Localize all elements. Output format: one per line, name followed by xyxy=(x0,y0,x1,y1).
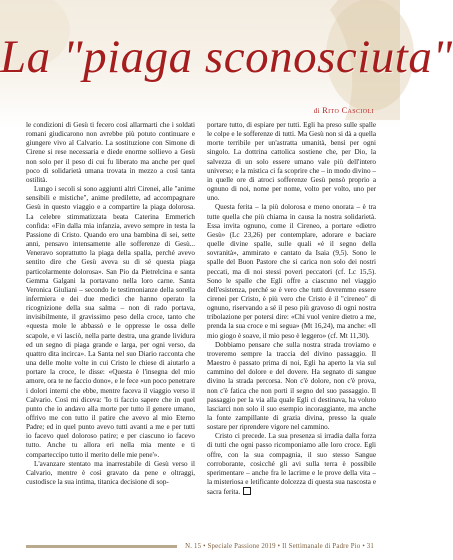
square-outline-icon xyxy=(243,487,251,495)
paragraph: le condizioni di Gesù ti fecero così allarmarti che i soldati romani giudicarono non avrebbe più potuto continuare e giungere vivo al Calvario. La sostituzione con Simone di Cirene si rese necessaria e diede enorme sollievo a Gesù non solo per il peso di cui fu liberato ma anche per quel poco di solidarietà umana trovata in mezzo a così tanta ostilità. xyxy=(26,121,195,184)
byline-prefix: di xyxy=(313,107,320,115)
article-title: La "piaga sconosciuta" xyxy=(0,31,453,83)
paragraph-last xyxy=(207,432,376,497)
footer-rule xyxy=(26,545,177,548)
column-right xyxy=(207,121,376,533)
paragraph: L'avanzare stentato ma inarrestabile di Gesù verso il Calvario, mentre è così gravato da pene e oltraggi, custodisce la sua intima, titanica decisione di sop- xyxy=(26,459,195,487)
paragraph: Lungo i secoli si sono aggiunti altri Cirenei, alle "anime sensibili e mistiche", anime predilette, ad accompagnare Gesù in questo viaggio e a compartire la piaga dolorosa. La celebre stimmatizzata beata Caterina Emmerich confida: «Fin dalla mia infanzia, avevo sempre in testa la Passione di Cristo. Quando ero una bambina di sei, sette anni, pensavo intensamente alle sofferenze di Gesù... Veneravo soprattutto la piaga della spalla, perché avevo sentito dire che Gesù aveva su di sé questa piaga particolarmente dolorosa». San Pio da Pietrelcina e santa Gemma Galgani la portavano nella loro carne. Santa Veronica Giuliani – secondo le testimonianze della sorella infermiera e dei due medici che hanno operato la ricognizione della sua salma – non di rado portava, invisibilmente, il gravissimo peso della croce, tanto che «questa mole le abbassò e le oppresse le ossa delle scapole, e vi lasciò, nella parte destra, una grande lividura ed un segno di piaga grande e larga, per ogni verso, da quattro dita incirca». La Santa nel suo Diario racconta che una delle molte volte in cui Cristo le chiese di aiutarlo a portare la croce, le disse: «Questa è l'insegna del mio amore, ora te ne faccio dono», e le fece «un poco penetrare i dolori interni che ebbe, mentre faceva il viaggio verso il Calvario. Così mi diceva: 'Io ti faccio sapere che in quel punto che io andavo alla morte per tutto il genere umano, offrivo me con tutto il patire che avevo al mio Eterno Padre; ed in quel punto avevo tutti avanti a me e per tutti io facevo quel doloroso patire; e per ciascuno io facevo tutto. Anche tu allora eri nella mia mente e ti comparteccipo tutto il merito delle mie pene'». xyxy=(26,185,195,459)
paragraph: Dobbiamo pensare che sulla nostra strada troviamo e troveremo sempre la traccia del divino passaggio. Il Maestro è passato prima di noi, Egli ha aperto la via sul cammino del dolore e del dovere. Ha segnato di sangue divino la strada percorsa. Non c'è dolore, non c'è prova, non c'è fatica che non porti il segno del suo passaggio. Il passaggio per la via alla quale Egli ci destinava, ha voluto lasciarci non solo il suo esempio incoraggiante, ma anche la fonte zampillante di grazia divina, presso la quale sostare per riprendere vigore nel cammino. xyxy=(207,340,376,432)
paragraph-text: Cristo ci precede. La sua presenza si irradia dalla forza di tutti che ogni passo ricomponiamo alle loro croce. Egli offre, con la sua compagnia, il suo stesso Sangue corroborante, cosicché gli avi sulla terra è possibile sperimentare – anche fra le lacrime e le prove della vita – la misteriosa e letificante dolcezza di questa sua nascosta e sacra ferita. xyxy=(207,432,376,497)
paragraph: portare tutto, di espiare per tutti. Egli ha preso sulle spalle le colpe e le sofferenze di tutti. Ma Gesù non si dà a quella morte terribile per un'astratta umanità, bensì per ogni singolo. La dottrina cattolica sostiene che, per Dio, la salvezza di un solo essere umano vale più dell'intero universo; e la mistica ci fa scoprire che – in modo divino – in quelle ore di atroci sofferenze Gesù pensò proprio a ognuno di noi, nome per nome, volto per volto, uno per uno. xyxy=(207,121,376,203)
byline-author: Rito Cascioli xyxy=(322,106,374,115)
footer-text: N. 15 • Speciale Passione 2019 • Il Settimanale di Padre Pio • 31 xyxy=(185,543,374,550)
article-body xyxy=(26,121,376,533)
paragraph: Questa ferita – la più dolorosa e meno onorata – è tra tutte quella che più chiama in causa la nostra solidarietà. Essa invita ognuno, come il Cireneo, a portare «dietro Gesù» (Lc 23,26) per contemplare, adorare e baciare quelle divine spalle, sulle quali «è il segno della sovranità», ammirato e cantato da Isaia (9,5). Sono le spalle del Buon Pastore che si carica non solo dei nostri peccati, ma di noi stessi poveri peccatori (cf. Lc 15,5). Sono le spalle che Egli offre a ciascuno nel viaggio dell'esistenza, perché se è vero che tutti dovremmo essere cirenei per Cristo, è più vero che Cristo è il "cireneo" di ognuno, riservando a sé il peso più gravoso di ogni nostra tribolazione per potersi dire: «Chi vuol venire dietro a me, prenda la sua croce e mi segua» (Mt 16,24), ma anche: «Il mio giogo è soave, il mio peso è leggero» (cf. Mt 11,30). xyxy=(207,203,376,340)
byline xyxy=(314,106,374,115)
page-footer xyxy=(26,543,374,550)
column-left xyxy=(26,121,195,533)
